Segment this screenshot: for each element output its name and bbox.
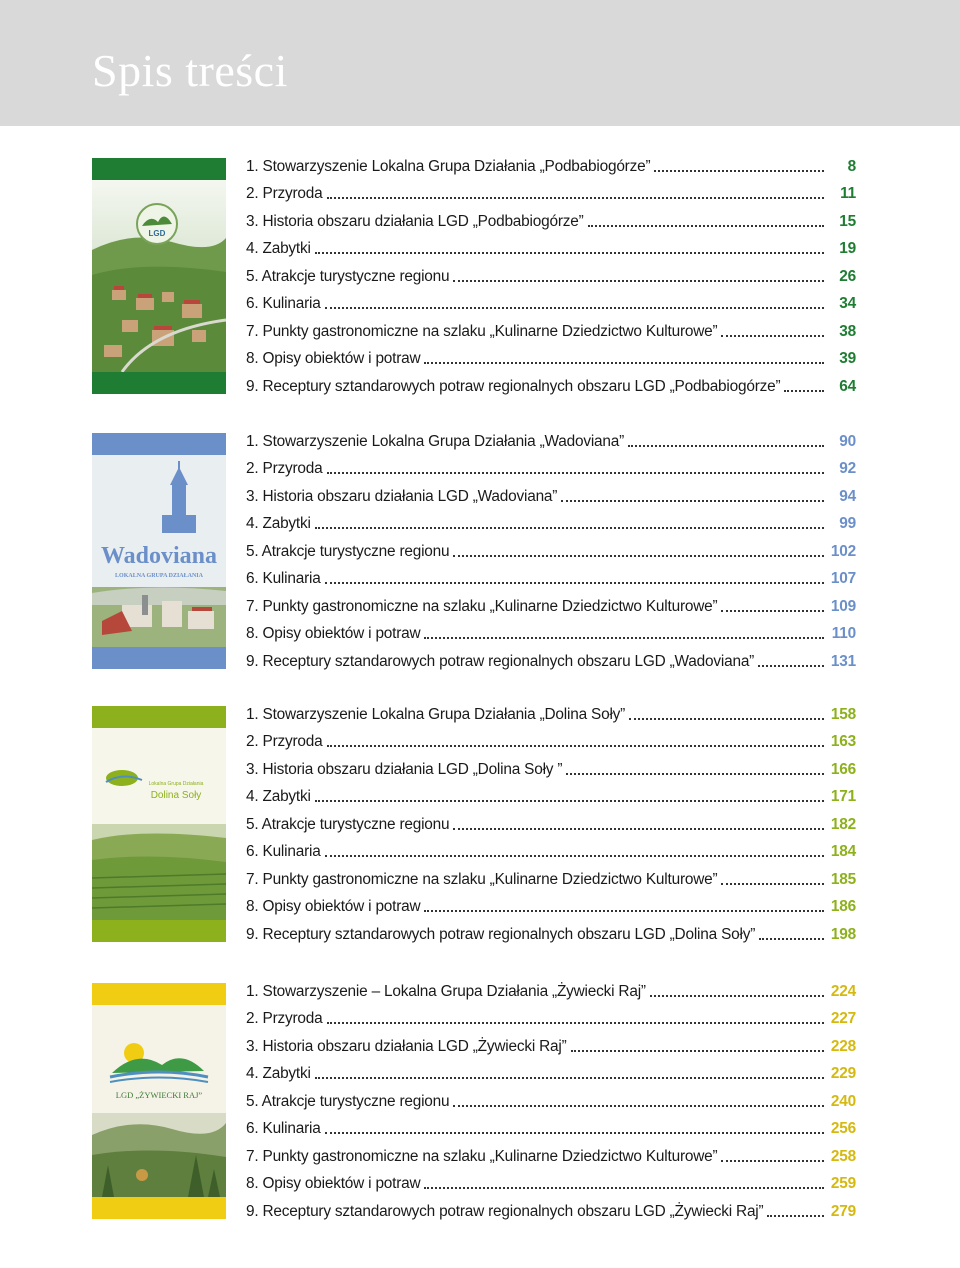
section-cover-image	[92, 433, 226, 669]
page-number: 11	[840, 185, 856, 202]
toc-entry[interactable]: 6. Kulinaria 107	[246, 568, 856, 590]
toc-entry[interactable]: 7. Punkty gastronomiczne na szlaku „Kulinarne Dziedzictwo Kulturowe” 185	[246, 869, 856, 891]
page-number: 109	[830, 598, 856, 615]
page-number: 26	[839, 268, 856, 285]
toc-entry[interactable]: 3. Historia obszaru działania LGD „Dolina Soły ” 166	[246, 759, 856, 781]
page-number: 186	[830, 898, 856, 915]
toc-section-wadoviana	[0, 433, 960, 669]
page-number: 228	[830, 1038, 856, 1055]
page-number: 38	[839, 323, 856, 340]
toc-entry[interactable]: 7. Punkty gastronomiczne na szlaku „Kulinarne Dziedzictwo Kulturowe” 109	[246, 596, 856, 618]
page-number: 240	[830, 1093, 856, 1110]
toc-entry[interactable]: 8. Opisy obiektów i potraw 186	[246, 896, 856, 918]
toc-section-podbabiogorze	[0, 158, 960, 394]
page-number: 279	[830, 1203, 856, 1220]
toc-entry[interactable]: 1. Stowarzyszenie Lokalna Grupa Działania „Dolina Soły” 158	[246, 704, 856, 726]
page-number: 110	[831, 625, 856, 642]
page-number: 99	[839, 515, 856, 532]
toc-entry[interactable]: 4. Zabytki 229	[246, 1063, 856, 1085]
page-number: 185	[830, 871, 856, 888]
toc-entry[interactable]: 1. Stowarzyszenie – Lokalna Grupa Działania „Żywiecki Raj” 224	[246, 981, 856, 1003]
toc-entry[interactable]: 9. Receptury sztandarowych potraw regionalnych obszaru LGD „Wadoviana” 131	[246, 651, 856, 673]
page-number: 107	[830, 570, 856, 587]
toc-entry[interactable]: 6. Kulinaria 34	[246, 293, 856, 315]
page-number: 224	[830, 983, 856, 1000]
section-cover-image	[92, 158, 226, 394]
page-number: 102	[830, 543, 856, 560]
cover-logo-text: Dolina Soły	[150, 790, 202, 801]
toc-entry[interactable]: 3. Historia obszaru działania LGD „Żywiecki Raj” 228	[246, 1036, 856, 1058]
toc-entry[interactable]: 5. Atrakcje turystyczne regionu 26	[246, 266, 856, 288]
toc-entry[interactable]: 7. Punkty gastronomiczne na szlaku „Kulinarne Dziedzictwo Kulturowe” 258	[246, 1146, 856, 1168]
toc-entry[interactable]: 2. Przyroda 163	[246, 731, 856, 753]
page-number: 163	[830, 733, 856, 750]
page-number: 94	[839, 488, 856, 505]
toc-entry[interactable]: 2. Przyroda 11	[246, 183, 856, 205]
toc-entry[interactable]: 8. Opisy obiektów i potraw 110	[246, 623, 856, 645]
toc-entry[interactable]: 5. Atrakcje turystyczne regionu 240	[246, 1091, 856, 1113]
page-number: 131	[830, 653, 856, 670]
page-number: 259	[830, 1175, 856, 1192]
page-number: 227	[830, 1010, 856, 1027]
section-cover-image	[92, 983, 226, 1219]
cover-logo-subtext: LOKALNA GRUPA DZIAŁANIA	[115, 573, 203, 579]
toc-entry[interactable]: 8. Opisy obiektów i potraw 259	[246, 1173, 856, 1195]
page-number: 184	[830, 843, 856, 860]
section-cover-image	[92, 706, 226, 942]
toc-entry[interactable]: 4. Zabytki 99	[246, 513, 856, 535]
toc-entry[interactable]: 9. Receptury sztandarowych potraw regionalnych obszaru LGD „Żywiecki Raj” 279	[246, 1201, 856, 1223]
page-number: 171	[830, 788, 856, 805]
page-number: 166	[830, 761, 856, 778]
toc-entry[interactable]: 5. Atrakcje turystyczne regionu 102	[246, 541, 856, 563]
toc-entry[interactable]: 4. Zabytki 19	[246, 238, 856, 260]
page-number: 256	[830, 1120, 856, 1137]
page-header	[0, 0, 960, 126]
cover-logo-text: LGD „ŻYWIECKI RAJ”	[115, 1090, 203, 1100]
page-number: 258	[830, 1148, 856, 1165]
toc-entry[interactable]: 3. Historia obszaru działania LGD „Wadoviana” 94	[246, 486, 856, 508]
toc-entry[interactable]: 9. Receptury sztandarowych potraw regionalnych obszaru LGD „Dolina Soły” 198	[246, 924, 856, 946]
toc-section-dolina-soly	[0, 706, 960, 942]
toc-entry[interactable]: 7. Punkty gastronomiczne na szlaku „Kulinarne Dziedzictwo Kulturowe” 38	[246, 321, 856, 343]
page-number: 19	[839, 240, 856, 257]
page-number: 229	[830, 1065, 856, 1082]
page-number: 92	[839, 460, 856, 477]
toc-entry[interactable]: 6. Kulinaria 256	[246, 1118, 856, 1140]
cover-logo-text: LGD	[148, 229, 166, 238]
page-number: 198	[830, 926, 856, 943]
page-number: 64	[839, 378, 856, 395]
page-number: 90	[839, 433, 856, 450]
page-number: 15	[839, 213, 856, 230]
toc-entry[interactable]: 2. Przyroda 227	[246, 1008, 856, 1030]
page-number: 182	[830, 816, 856, 833]
toc-section-zywiecki-raj	[0, 983, 960, 1219]
page-number: 8	[847, 158, 856, 175]
page-title: Spis treści	[92, 45, 288, 96]
toc-entry[interactable]: 2. Przyroda 92	[246, 458, 856, 480]
toc-entry[interactable]: 4. Zabytki 171	[246, 786, 856, 808]
page-number: 158	[830, 706, 856, 723]
toc-entry[interactable]: 8. Opisy obiektów i potraw 39	[246, 348, 856, 370]
page-number: 39	[839, 350, 856, 367]
toc-entry[interactable]: 5. Atrakcje turystyczne regionu 182	[246, 814, 856, 836]
cover-logo-text: Wadoviana	[100, 543, 218, 569]
toc-entry[interactable]: 6. Kulinaria 184	[246, 841, 856, 863]
toc-entry[interactable]: 9. Receptury sztandarowych potraw regionalnych obszaru LGD „Podbabiogórze” 64	[246, 376, 856, 398]
page-number: 34	[839, 295, 856, 312]
toc-entry[interactable]: 1. Stowarzyszenie Lokalna Grupa Działania „Podbabiogórze” 8	[246, 156, 856, 178]
toc-entry[interactable]: 3. Historia obszaru działania LGD „Podbabiogórze” 15	[246, 211, 856, 233]
toc-entry[interactable]: 1. Stowarzyszenie Lokalna Grupa Działania „Wadoviana” 90	[246, 431, 856, 453]
cover-logo-subtext: Lokalna Grupa Działania	[148, 781, 204, 787]
